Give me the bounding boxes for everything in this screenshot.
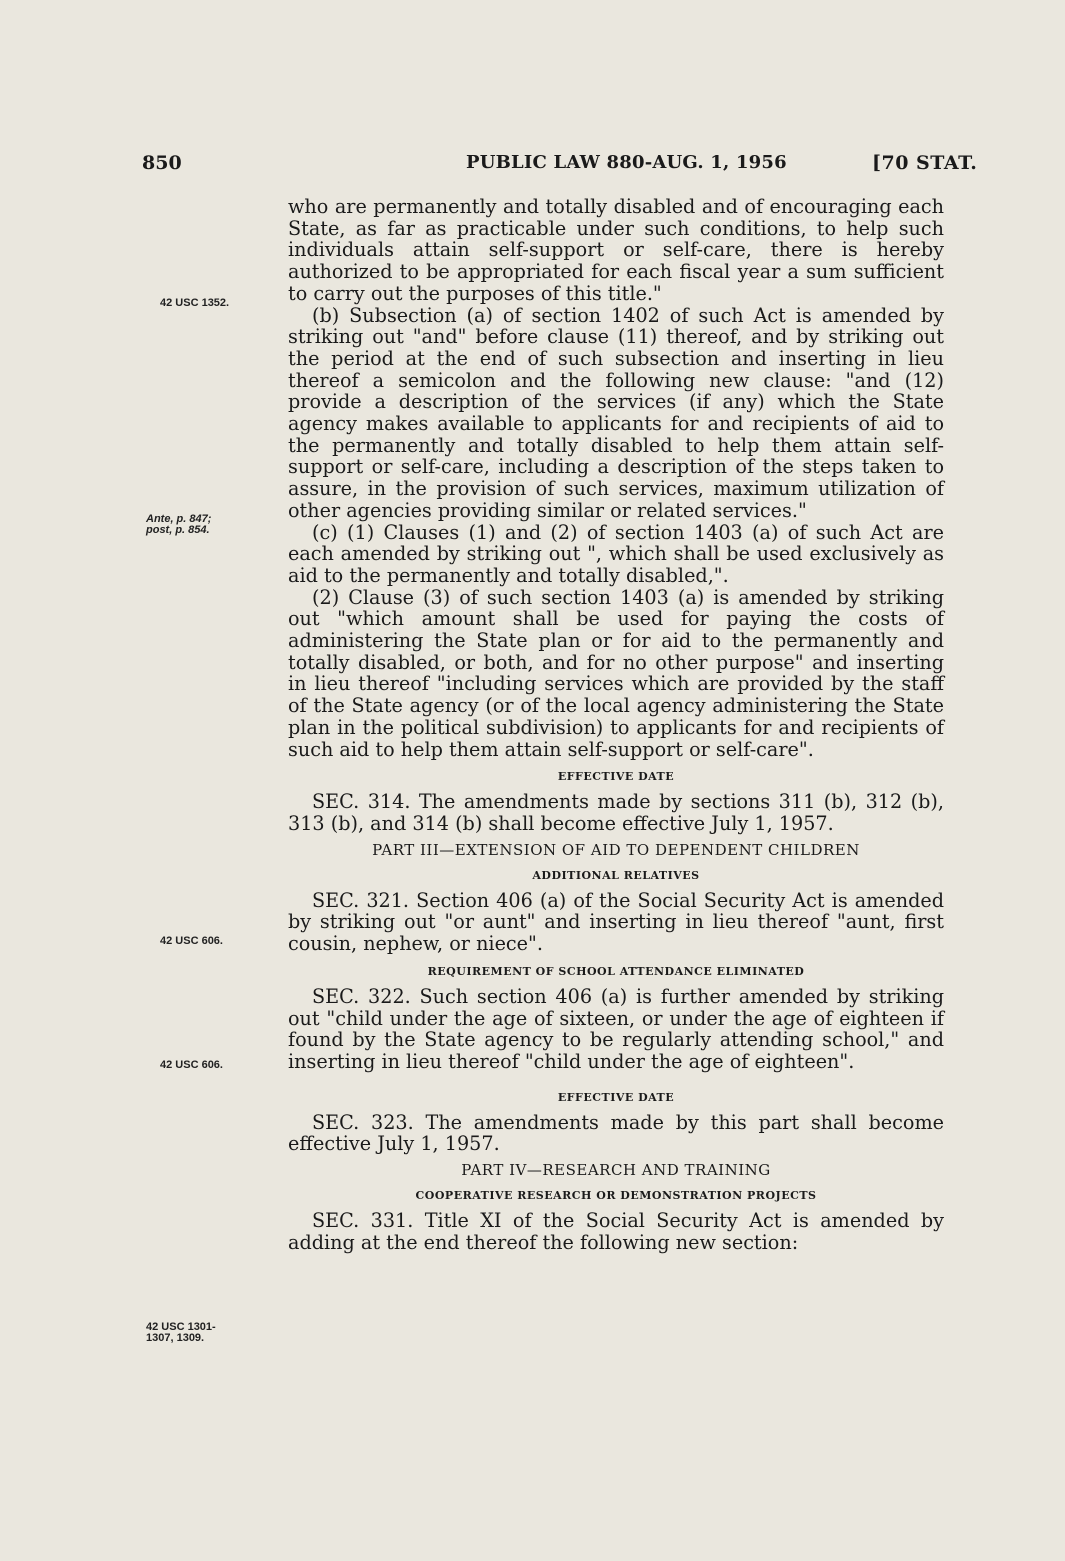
- header-title: PUBLIC LAW 880-AUG. 1, 1956: [466, 152, 787, 173]
- section-heading: REQUIREMENT OF SCHOOL ATTENDANCE ELIMINATED: [427, 964, 805, 978]
- paragraph: who are permanently and totally disabled and of encouraging each State, as far as practicable under such conditions, to help such individuals attain self-support or self-care, there is hereby authorized to be appropriated for each fiscal year a sum sufficient to carry out the purposes of this title.": [288, 195, 944, 305]
- paragraph: SEC. 321. Section 406 (a) of the Social Security Act is amended by striking out "or aunt" and inserting in lieu thereof "aunt, first cousin, nephew, or niece".: [288, 888, 944, 956]
- paragraph: (b) Subsection (a) of section 1402 of such Act is amended by striking out "and" before clause (11) thereof, and by striking out the period at the end of such subsection and inserting in lieu thereof a semicolon and the following new clause: "and (12) provide a description of the services (if any) which the State agency makes available to applicants for and recipients of aid to the permanently and totally disabled to help them attain self-support or self-care, including a description of the steps taken to assure, in the provision of such services, maximum utilization of other agencies providing similar or related services.": [288, 303, 944, 522]
- paragraph: SEC. 331. Title XI of the Social Security Act is amended by adding at the end thereof the following new section:: [288, 1209, 944, 1254]
- section-heading: COOPERATIVE RESEARCH OR DEMONSTRATION PROJECTS: [415, 1189, 817, 1203]
- paragraph: (c) (1) Clauses (1) and (2) of section 1403 (a) of such Act are each amended by striking out ", which shall be used exclusively as aid to the permanently and totally disabled,".: [288, 520, 944, 587]
- section-heading: EFFECTIVE DATE: [557, 770, 675, 784]
- page-number: 850: [142, 152, 182, 174]
- main-text: [288, 196, 944, 1253]
- paragraph: SEC. 322. Such section 406 (a) is further amended by striking out "child under the age of sixteen, or under the age of eighteen if found by the State agency to be regularly attending school," and inserting in lieu thereof "child under the age of eighteen".: [288, 984, 944, 1073]
- margin-note-post: post, p. 854.: [146, 524, 210, 536]
- section-heading: EFFECTIVE DATE: [557, 1090, 675, 1104]
- margin-note-usc-606-b: 42 USC 606.: [160, 1059, 223, 1071]
- paragraph: (2) Clause (3) of such section 1403 (a) is amended by striking out "which amount shall be used for paying the costs of administering the State plan or for aid to the permanently and totally disabled, or both, and for no other purpose" and inserting in lieu thereof "including services which are provided by the staff of the State agency (or of the local agency administering the State plan in the political subdivision) to applicants for and recipients of such aid to help them attain self-support or self-care".: [288, 585, 944, 761]
- margin-note-usc-1352: 42 USC 1352.: [160, 297, 230, 309]
- margin-note-usc-1301: 42 USC 1301-: [146, 1321, 216, 1333]
- running-header: [0, 152, 1065, 182]
- paragraph: SEC. 314. The amendments made by sections 311 (b), 312 (b), 313 (b), and 314 (b) shall become effective July 1, 1957.: [288, 790, 944, 835]
- paragraph: SEC. 323. The amendments made by this part shall become effective July 1, 1957.: [288, 1110, 944, 1156]
- margin-note-usc-606-a: 42 USC 606.: [160, 935, 223, 947]
- part-heading: PART III—EXTENSION OF AID TO DEPENDENT CHILDREN: [372, 840, 860, 859]
- section-heading: ADDITIONAL RELATIVES: [532, 868, 700, 882]
- margin-note-usc-1307: 1307, 1309.: [146, 1332, 205, 1344]
- part-heading: PART IV—RESEARCH AND TRAINING: [461, 1161, 771, 1180]
- margin-note-ante: Ante, p. 847;: [146, 513, 212, 525]
- statute-reference: [70 STAT.: [872, 152, 978, 174]
